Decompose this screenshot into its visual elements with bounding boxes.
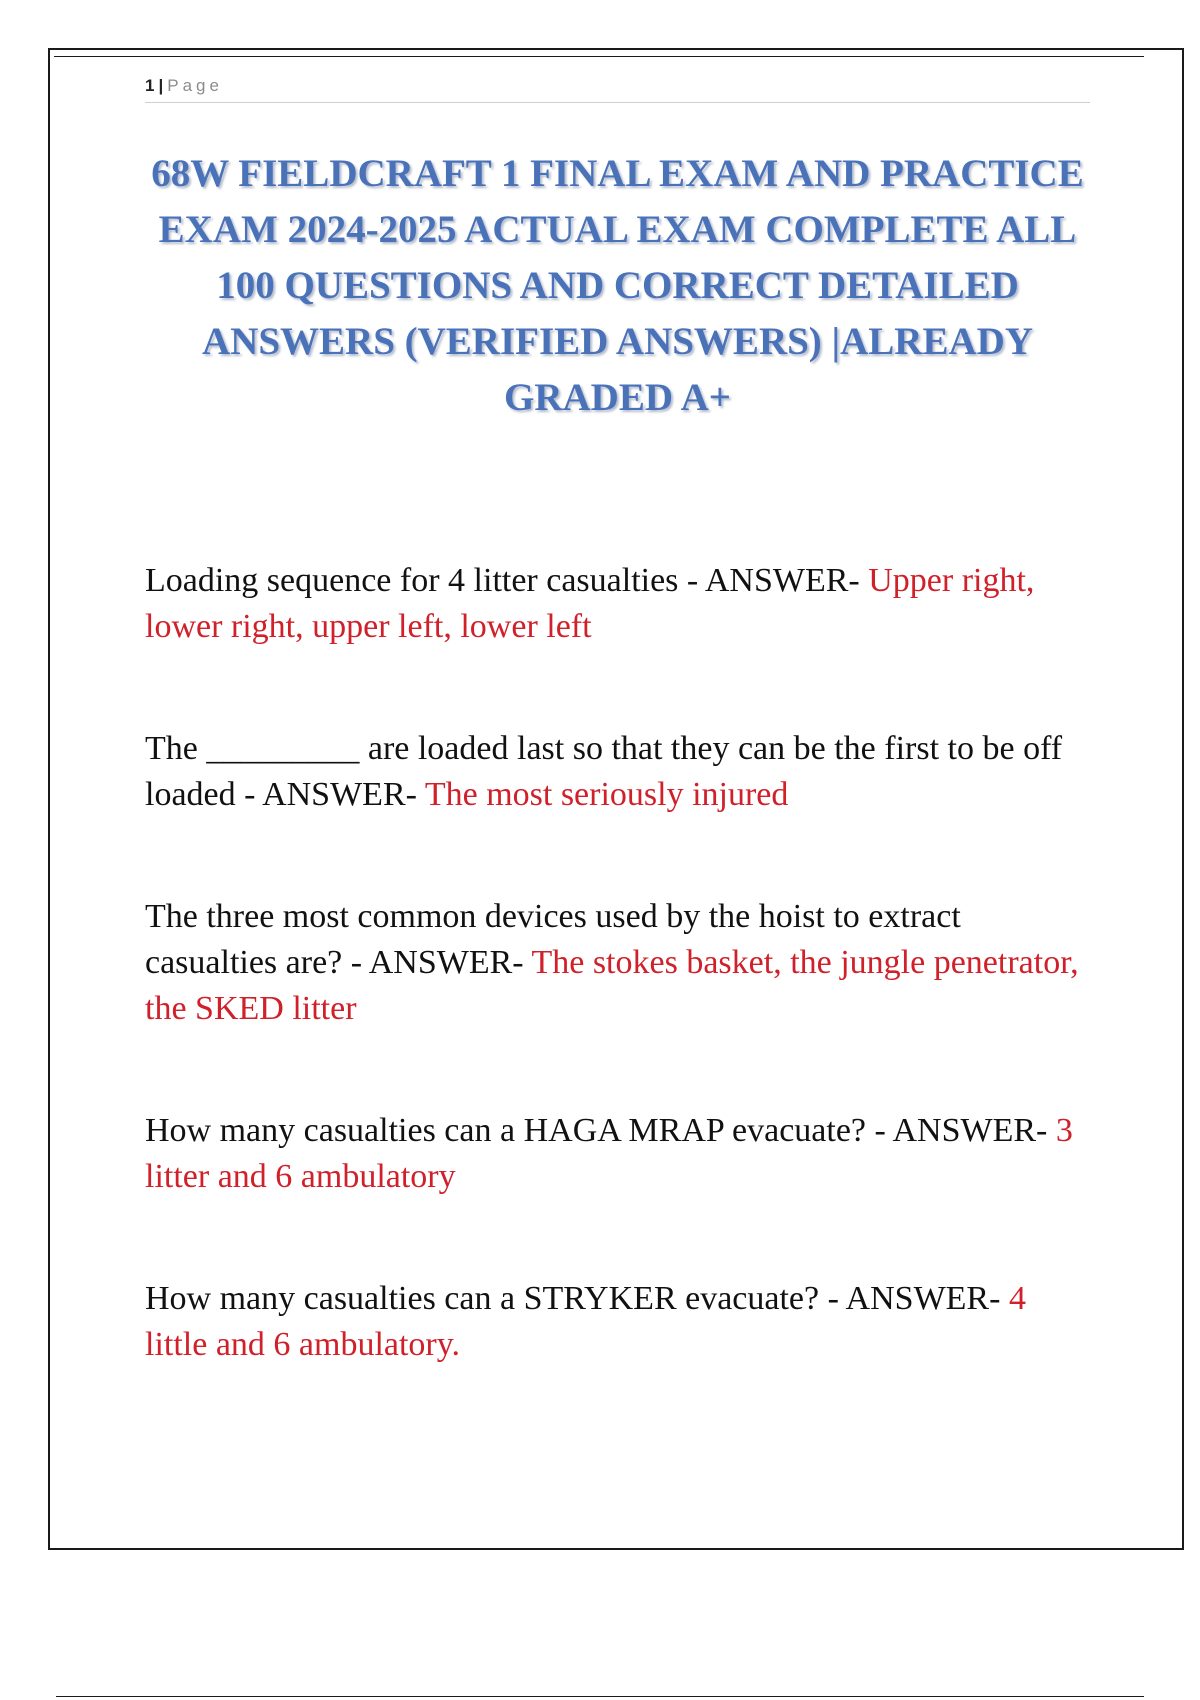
qa-item — [145, 558, 1090, 650]
qa-item — [145, 726, 1090, 818]
question-text: Loading sequence for 4 litter casualties - ANSWER- — [145, 562, 869, 599]
answer-text: 3 litter and 6 ambulatory — [145, 1112, 1073, 1195]
question-text: The three most common devices used by the hoist to extract casualties are? - ANSWER- — [145, 898, 961, 981]
question-text: The _________ are loaded last so that they can be the first to be off loaded - ANSWER- — [145, 730, 1063, 813]
page-label: Page — [167, 76, 223, 95]
answer-text: The stokes basket, the jungle penetrator, the SKED litter — [145, 944, 1079, 1027]
qa-list — [145, 558, 1090, 1444]
qa-item — [145, 894, 1090, 1032]
qa-item — [145, 1108, 1090, 1200]
question-text: How many casualties can a STRYKER evacuate? - ANSWER- — [145, 1280, 1009, 1317]
document-title: 68W FIELDCRAFT 1 FINAL EXAM AND PRACTICE EXAM 2024-2025 ACTUAL EXAM COMPLETE ALL 100 QUESTIONS AND CORRECT DETAILED ANSWERS (VERIFIED ANSWERS) |ALREADY GRADED A+ — [151, 152, 1084, 419]
qa-item — [145, 1276, 1090, 1368]
answer-text: 4 little and 6 ambulatory. — [145, 1280, 1026, 1363]
page-header — [145, 74, 1090, 103]
answer-text: Upper right, lower right, upper left, lower left — [145, 562, 1035, 645]
page-separator: | — [158, 76, 164, 95]
page-number: 1 — [145, 76, 155, 95]
question-text: How many casualties can a HAGA MRAP evacuate? - ANSWER- — [145, 1112, 1056, 1149]
answer-text: The most seriously injured — [424, 776, 789, 813]
bottom-rule — [56, 1696, 1144, 1697]
